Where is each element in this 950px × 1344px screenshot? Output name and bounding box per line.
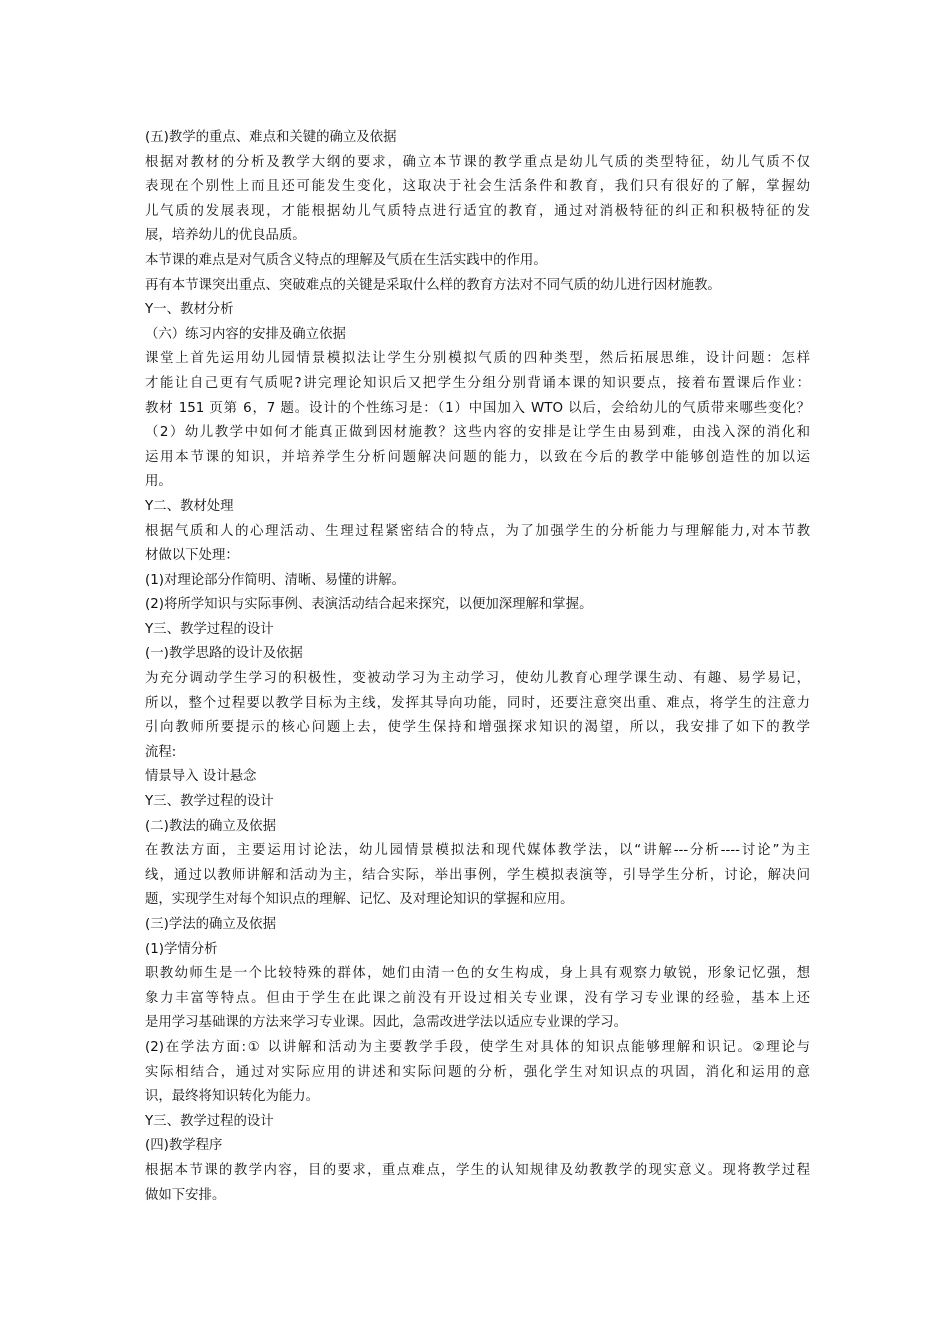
text-line: 材做以下处理： <box>145 548 239 564</box>
text-line: 本节课的难点是对气质含义特点的理解及气质在生活实践中的作用。 <box>145 252 547 268</box>
text-line: Y三、教学过程的设计 <box>145 794 274 810</box>
text-line: (三)学法的确立及依据 <box>145 917 276 932</box>
text-line: (五)教学的重点、难点和关键的确立及依据 <box>145 130 397 145</box>
text-line: Y三、教学过程的设计 <box>145 621 274 637</box>
document-body <box>145 126 810 1208</box>
text-line: (二)教法的确立及依据 <box>145 818 276 834</box>
text-line: Y二、教材处理 <box>145 498 234 514</box>
text-line: 用。 <box>145 474 172 490</box>
text-line: 引向教师所要提示的核心问题上去，使学生保持和增强探求知识的渴望，所以，我安排了如下的教学 <box>145 720 810 736</box>
text-line: 运用本节课的知识，并培养学生分析问题解决问题的能力，以致在今后的教学中能够创造性的加以运 <box>145 449 810 465</box>
text-line: 做如下安排。 <box>145 1187 226 1203</box>
text-line: 根据本节课的教学内容，目的要求，重点难点，学生的认知规律及幼教教学的现实意义。现将教学过程 <box>145 1162 810 1178</box>
text-line: 题，实现学生对每个知识点的理解、记忆、及对理论知识的掌握和应用。 <box>145 892 574 908</box>
text-line: Y三、教学过程的设计 <box>145 1113 274 1129</box>
text-line: (一)教学思路的设计及依据 <box>145 646 303 662</box>
text-line: (1)学情分析 <box>145 941 218 957</box>
text-line: 展，培养幼儿的优良品质。 <box>145 228 306 244</box>
text-line: (2)将所学知识与实际事例、表演活动结合起来探究，以便加深理解和掌握。 <box>145 597 593 613</box>
text-line: 根据对教材的分析及教学大纲的要求，确立本节课的教学重点是幼儿气质的类型特征，幼儿气质不仅 <box>145 154 810 170</box>
text-line: 表现在个别性上而且还可能发生变化，这取决于社会生活条件和教育，我们只有很好的了解，掌握幼 <box>145 179 810 195</box>
text-line: 象力丰富等特点。但由于学生在此课之前没有开设过相关专业课，没有学习专业课的经验，基本上还 <box>145 990 810 1006</box>
text-line: 是用学习基础课的方法来学习专业课。因此，急需改进学法以适应专业课的学习。 <box>145 1015 628 1031</box>
text-line: 职教幼师生是一个比较特殊的群体，她们由清一色的女生构成，身上具有观察力敏锐，形象记忆强，想 <box>145 966 810 982</box>
text-line: 情景导入 设计悬念 <box>145 769 257 785</box>
text-line: 线，通过以教师讲解和活动为主，结合实际，举出事例，学生模拟表演等，引导学生分析，讨论，解决问 <box>145 867 810 883</box>
text-line: 儿气质的发展表现，才能根据幼儿气质特点进行适宜的教育，通过对消极特征的纠正和积极特征的发 <box>145 203 810 219</box>
text-line: 在教法方面，主要运用讨论法，幼儿园情景模拟法和现代媒体教学法，以“讲解---分析----讨论”为主 <box>145 843 810 859</box>
text-line: 根据气质和人的心理活动、生理过程紧密结合的特点，为了加强学生的分析能力与理解能力,对本节教 <box>145 523 810 539</box>
text-line: Y一、教材分析 <box>145 302 234 318</box>
text-line: 再有本节课突出重点、突破难点的关键是采取什么样的教育方法对不同气质的幼儿进行因材施教。 <box>145 277 721 293</box>
text-line: (1)对理论部分作简明、清晰、易懂的讲解。 <box>145 572 405 588</box>
text-line: 教材 151 页第 6，7 题。设计的个性练习是：（1）中国加入 WTO 以后，会给幼儿的气质带来哪些变化？ <box>145 400 810 416</box>
text-line: 为充分调动学生学习的积极性，变被动学习为主动学习，使幼儿教育心理学课生动、有趣、易学易记， <box>145 671 810 687</box>
text-line: (2)在学法方面:① 以讲解和活动为主要教学手段，使学生对具体的知识点能够理解和识记。②理论与 <box>145 1039 810 1055</box>
text-line: 才能让自己更有气质呢?讲完理论知识后又把学生分组分别背诵本课的知识要点，接着布置课后作业： <box>145 375 810 391</box>
text-line: 实际相结合，通过对实际应用的讲述和实际问题的分析，强化学生对知识点的巩固，消化和运用的意 <box>145 1064 810 1080</box>
text-line: （2）幼儿教学中如何才能真正做到因材施教？这些内容的安排是让学生由易到难，由浅入深的消化和 <box>145 425 810 441</box>
text-line: （六）练习内容的安排及确立依据 <box>145 326 346 342</box>
text-line: 所以，整个过程要以教学目标为主线，发挥其导向功能，同时，还要注意突出重、难点，将学生的注意力 <box>145 695 810 711</box>
text-line: (四)教学程序 <box>145 1138 223 1154</box>
text-line: 流程: <box>145 744 177 760</box>
text-line: 识，最终将知识转化为能力。 <box>145 1089 320 1105</box>
text-line: 课堂上首先运用幼儿园情景模拟法让学生分别模拟气质的四种类型，然后拓展思维，设计问题：怎样 <box>145 351 810 367</box>
